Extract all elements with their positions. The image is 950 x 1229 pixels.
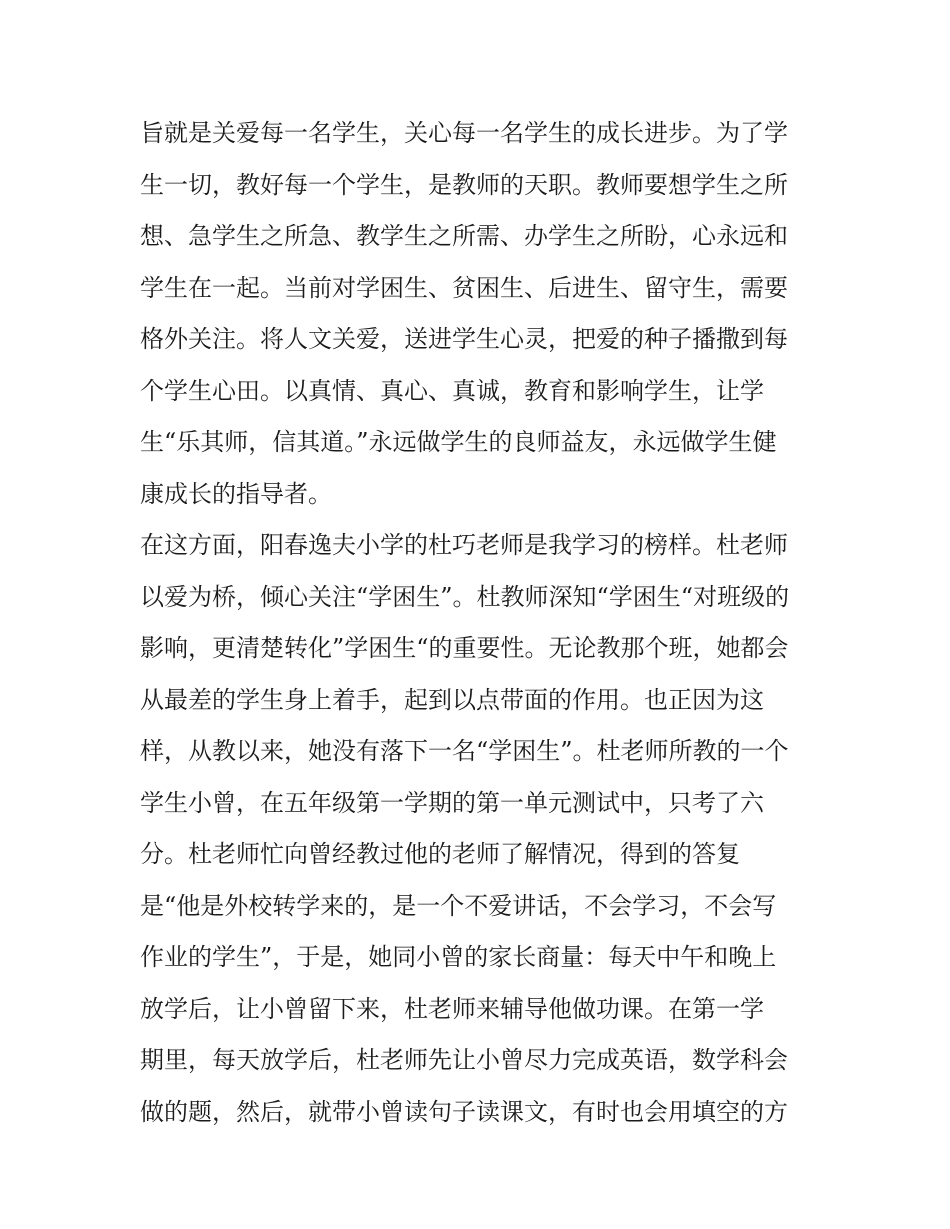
text-line: 学生小曾，在五年级第一学期的第一单元测试中，只考了六 — [140, 788, 764, 817]
text-line: 是“他是外校转学来的，是一个不爱讲话，不会学习，不会写 — [140, 891, 777, 920]
text-line: 作业的学生”，于是，她同小曾的家长商量：每天中午和晚上 — [140, 943, 777, 971]
text-line: 期里，每天放学后，杜老师先让小曾尽力完成英语，数学科会 — [140, 1046, 788, 1074]
text-line: 旨就是关爱每一名学生，关心每一名学生的成长进步。为了学 — [140, 119, 788, 147]
text-line: 个学生心田。以真情、真心、真诚，教育和影响学生，让学 — [140, 376, 764, 405]
text-line: 样，从教以来，她没有落下一名“学困生”。杜老师所教的一个 — [140, 737, 789, 765]
text-line: 以爱为桥，倾心关注“学困生”。杜教师深知“学困生“对班级的 — [140, 582, 790, 611]
text-line: 想、急学生之所急、教学生之所需、办学生之所盼，心永远和 — [140, 222, 788, 250]
text-line: 分。杜老师忙向曾经教过他的老师了解情况，得到的答复 — [140, 840, 740, 868]
text-line: 做的题，然后，就带小曾读句子读课文，有时也会用填空的方 — [140, 1097, 788, 1126]
text-line: 从最差的学生身上着手，起到以点带面的作用。也正因为这 — [140, 685, 764, 714]
text-line: 格外关注。将人文关爱，送进学生心灵，把爱的种子播撒到每 — [140, 325, 788, 353]
text-line: 在这方面，阳春逸夫小学的杜巧老师是我学习的榜样。杜老师 — [140, 531, 788, 559]
text-line: 生一切，教好每一个学生，是教师的天职。教师要想学生之所 — [140, 170, 788, 199]
text-line: 影响，更清楚转化”学困生“的重要性。无论教那个班，她都会 — [140, 634, 789, 662]
body-text — [140, 108, 820, 1138]
text-line: 生“乐其师，信其道。”永远做学生的良师益友，永远做学生健 — [140, 428, 777, 456]
text-line: 放学后，让小曾留下来，杜老师来辅导他做功课。在第一学 — [140, 994, 764, 1023]
text-line: 学生在一起。当前对学困生、贫困生、后进生、留守生，需要 — [140, 273, 788, 302]
text-line: 康成长的指导者。 — [140, 479, 332, 508]
